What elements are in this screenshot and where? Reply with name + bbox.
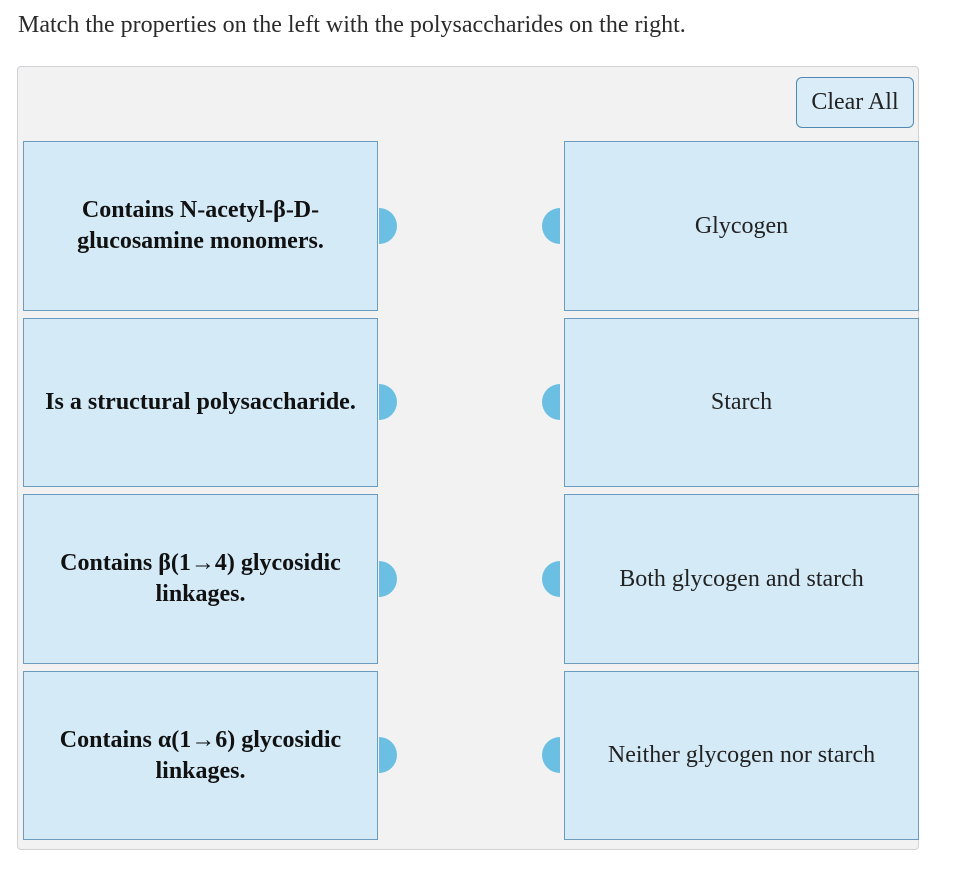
property-card-2[interactable]: Is a structural polysaccharide. bbox=[23, 318, 378, 487]
property-connector-handle-4[interactable] bbox=[379, 737, 397, 773]
target-card-both[interactable]: Both glycogen and starch bbox=[564, 494, 919, 664]
target-connector-handle-3[interactable] bbox=[542, 561, 560, 597]
property-connector-handle-1[interactable] bbox=[379, 208, 397, 244]
target-connector-handle-1[interactable] bbox=[542, 208, 560, 244]
property-card-3[interactable]: Contains β(1→4) glycosidic linkages. bbox=[23, 494, 378, 664]
property-card-1[interactable]: Contains N-acetyl-β-D-glucosamine monomers. bbox=[23, 141, 378, 311]
instructions-text: Match the properties on the left with the polysaccharides on the right. bbox=[18, 12, 686, 38]
property-connector-handle-3[interactable] bbox=[379, 561, 397, 597]
clear-all-button[interactable]: Clear All bbox=[796, 77, 914, 128]
matching-panel bbox=[17, 66, 919, 850]
property-connector-handle-2[interactable] bbox=[379, 384, 397, 420]
target-connector-handle-2[interactable] bbox=[542, 384, 560, 420]
target-card-starch[interactable]: Starch bbox=[564, 318, 919, 487]
target-connector-handle-4[interactable] bbox=[542, 737, 560, 773]
target-card-glycogen[interactable]: Glycogen bbox=[564, 141, 919, 311]
target-card-neither[interactable]: Neither glycogen nor starch bbox=[564, 671, 919, 840]
property-card-4[interactable]: Contains α(1→6) glycosidic linkages. bbox=[23, 671, 378, 840]
